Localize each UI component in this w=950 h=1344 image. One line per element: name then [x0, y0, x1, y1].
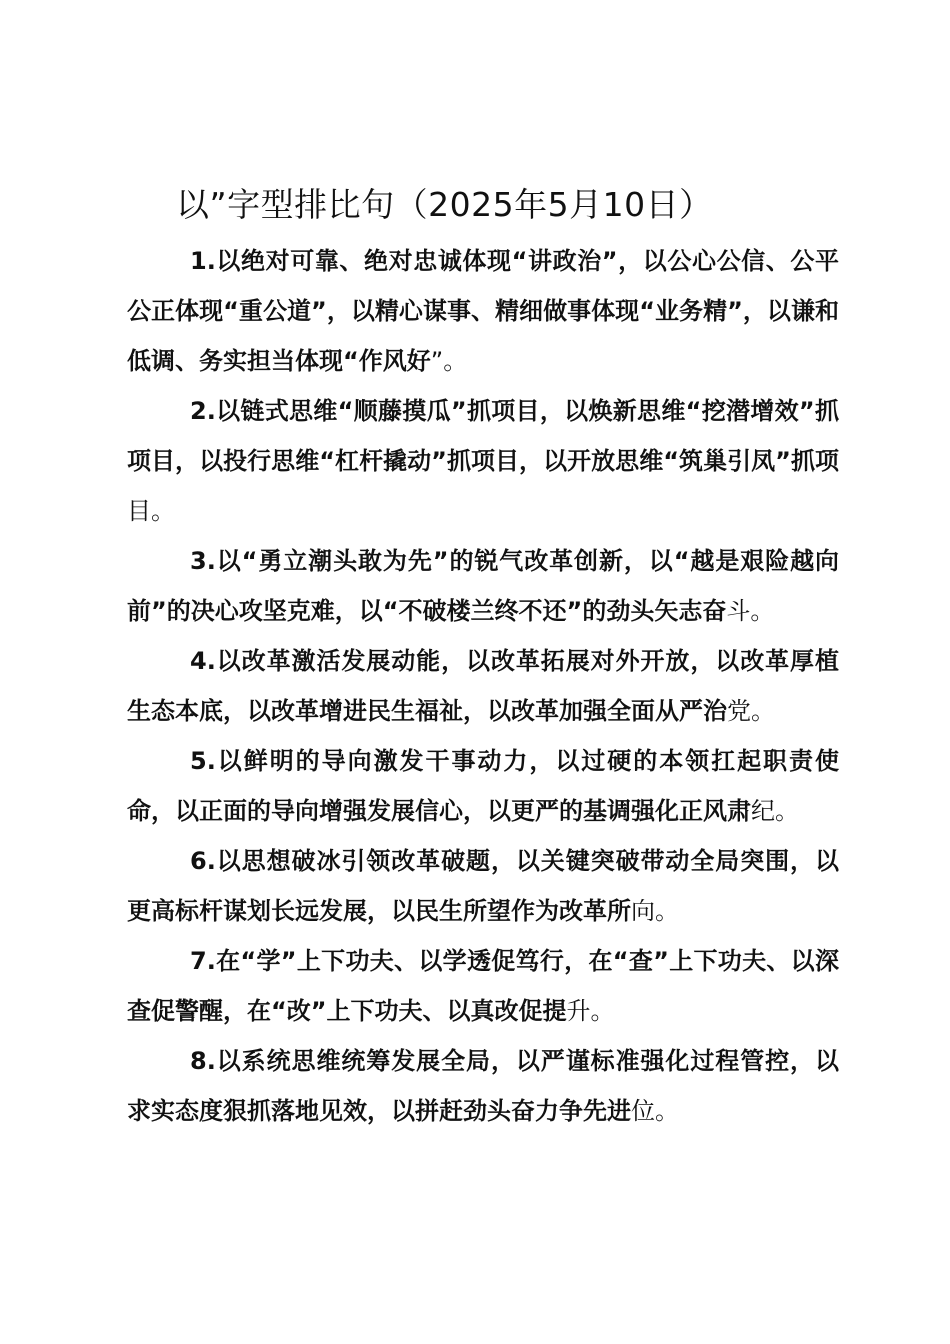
paragraph-6-text: 6.以思想破冰引领改革破题，以关键突破带动全局突围，以更高标杆谋划长远发展，以民生所望作为改革所 — [127, 847, 839, 925]
document-title: 以”字型排比句（2025年5月10日） — [176, 185, 713, 224]
paragraph-1-tail: ”。 — [430, 347, 468, 375]
paragraph-4-text: 4.以改革激活发展动能，以改革拓展对外开放，以改革厚植生态本底，以改革增进民生福祉，以改革加强全面从严治 — [127, 647, 839, 725]
paragraph-8 — [127, 1036, 839, 1136]
paragraph-2-text: 2.以链式思维“顺藤摸瓜”抓项目，以焕新思维“挖潜增效”抓项目，以投行思维“杠杆撬动”抓项目，以开放思维“筑巢引凤”抓项 — [127, 397, 839, 475]
document-body — [127, 236, 839, 1136]
paragraph-2 — [127, 386, 839, 536]
paragraph-1 — [127, 236, 839, 386]
paragraph-4 — [127, 636, 839, 736]
paragraph-6 — [127, 836, 839, 936]
paragraph-1-text: 1.以绝对可靠、绝对忠诚体现“讲政治”，以公心公信、公平公正体现“重公道”，以精心谋事、精细做事体现“业务精”，以谦和低调、务实担当体现“作风好 — [127, 247, 839, 375]
paragraph-7 — [127, 936, 839, 1036]
paragraph-5 — [127, 736, 839, 836]
paragraph-7-tail: 升。 — [566, 997, 615, 1025]
paragraph-3 — [127, 536, 839, 636]
paragraph-3-text: 3.以“勇立潮头敢为先”的锐气改革创新，以“越是艰险越向前”的决心攻坚克难，以“不破楼兰终不还”的劲头矢志奋 — [127, 547, 839, 625]
paragraph-6-tail: 向。 — [631, 897, 679, 925]
paragraph-5-text: 5.以鲜明的导向激发干事动力，以过硬的本领扛起职责使命，以正面的导向增强发展信心，以更严的基调强化正风肃 — [127, 747, 839, 825]
paragraph-3-tail: 斗。 — [726, 597, 775, 625]
paragraph-4-tail: 党。 — [727, 697, 775, 725]
paragraph-2-tail: 目。 — [127, 497, 175, 525]
paragraph-5-tail: 纪。 — [751, 797, 799, 825]
paragraph-7-text: 7.在“学”上下功夫、以学透促笃行，在“查”上下功夫、以深查促警醒，在“改”上下功夫、以真改促提 — [127, 947, 839, 1025]
paragraph-8-tail: 位。 — [631, 1097, 679, 1125]
paragraph-8-text: 8.以系统思维统筹发展全局，以严谨标准强化过程管控，以求实态度狠抓落地见效，以拼赶劲头奋力争先进 — [127, 1047, 839, 1125]
